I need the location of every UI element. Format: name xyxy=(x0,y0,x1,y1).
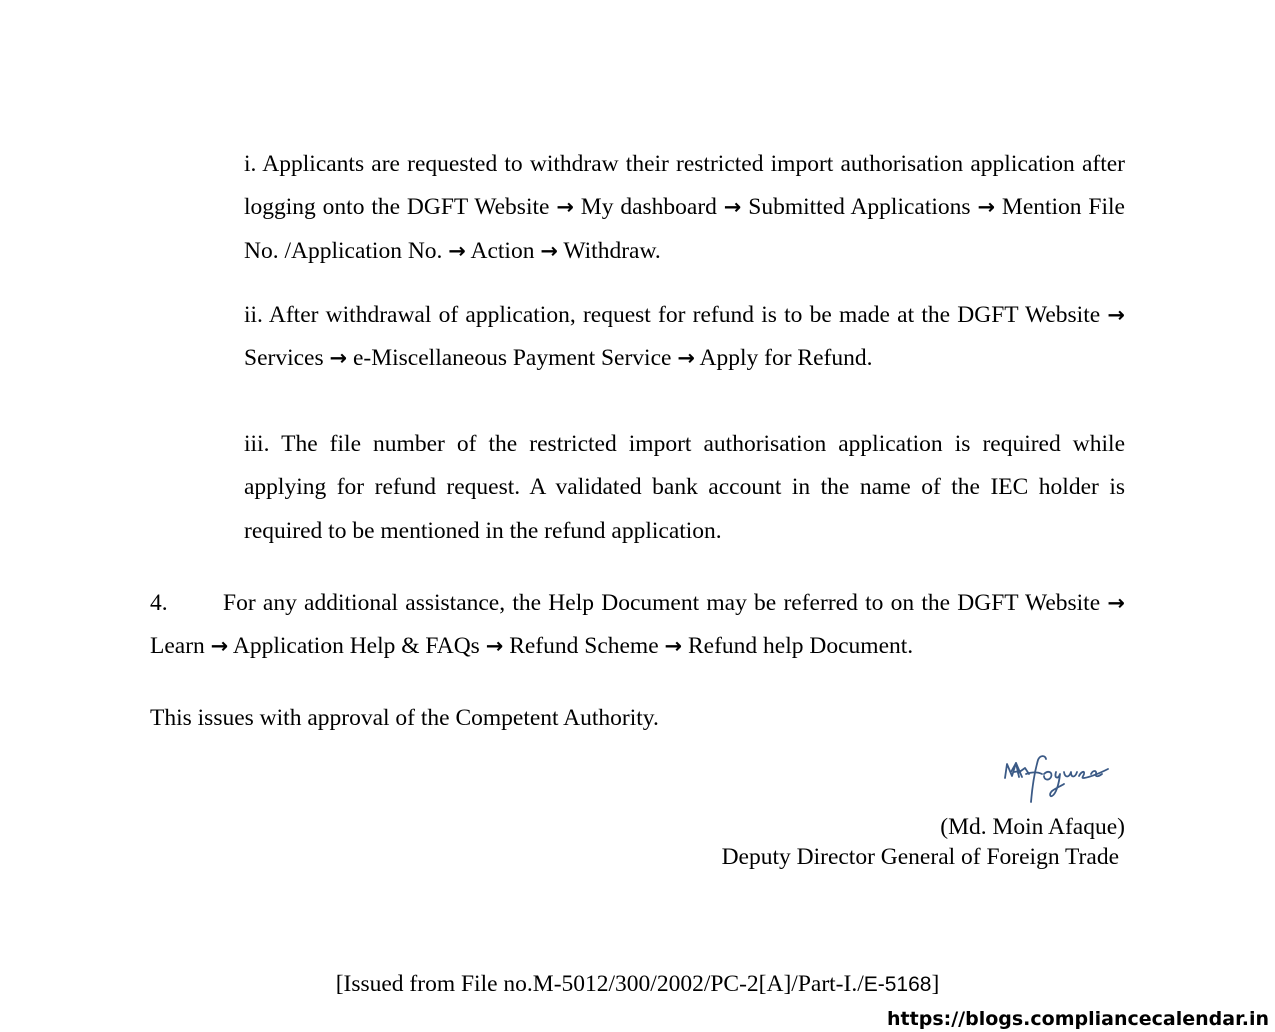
watermark-url: https://blogs.compliancecalendar.in xyxy=(887,1008,1269,1030)
right-arrow-icon: → xyxy=(677,346,695,371)
sub-item-ii xyxy=(244,294,1125,381)
right-arrow-icon: → xyxy=(329,346,348,371)
sub-item-ii-text-2: Services xyxy=(244,345,324,372)
right-arrow-icon: → xyxy=(448,238,466,263)
right-arrow-icon: → xyxy=(1107,591,1126,615)
file-reference-main: [Issued from File no.M-5012/300/2002/PC-2[A]/Part-I./ xyxy=(335,971,864,997)
point-4-text-1: For any additional assistance, the Help Document may be referred to on the DGFT Website xyxy=(223,590,1101,616)
file-reference-close: ] xyxy=(931,971,940,997)
sub-item-i-text-4: Mention File No. /Application No. xyxy=(244,194,1125,264)
sub-item-i-text-5: Action xyxy=(470,237,535,264)
point-4-text-3: Application Help & FAQs xyxy=(232,633,480,660)
sub-item-ii-text-3: e-Miscellaneous Payment Service xyxy=(352,345,672,372)
point-4-text-4: Refund Scheme xyxy=(509,633,659,660)
file-reference xyxy=(0,967,1275,1002)
right-arrow-icon: → xyxy=(485,634,504,659)
right-arrow-icon: → xyxy=(664,634,683,659)
signatory-designation: Deputy Director General of Foreign Trade xyxy=(721,844,1119,870)
sub-item-i-text-1: i. Applicants are requested to withdraw their restricted import authorisation application after logging onto the DGFT Website xyxy=(244,151,1125,221)
sub-item-i-text-3: Submitted Applications xyxy=(748,194,971,221)
signature-image xyxy=(998,750,1122,806)
right-arrow-icon: → xyxy=(556,195,574,220)
point-4-number: 4. xyxy=(150,590,168,616)
approval-text: This issues with approval of the Competent Authority. xyxy=(150,705,659,731)
point-4-text-5: Refund help Document. xyxy=(688,633,914,660)
right-arrow-icon: → xyxy=(977,195,996,220)
sub-item-ii-text-1: ii. After withdrawal of application, request for refund is to be made at the DGFT Website xyxy=(244,302,1101,328)
sub-item-ii-text-4: Apply for Refund. xyxy=(699,345,873,372)
right-arrow-icon: → xyxy=(540,238,558,263)
sub-item-iii: iii. The file number of the restricted import authorisation application is required while applying for refund request. A validated bank account in the name of the IEC holder is required to be mentioned in the refund application. xyxy=(244,431,1125,544)
point-4-text-2: Learn xyxy=(150,633,205,660)
sub-item-i xyxy=(244,143,1125,273)
point-4 xyxy=(150,582,1125,669)
right-arrow-icon: → xyxy=(210,634,229,659)
signatory-name: (Md. Moin Afaque) xyxy=(940,814,1125,840)
file-reference-suffix: E-5168 xyxy=(863,973,932,996)
right-arrow-icon: → xyxy=(1107,303,1125,327)
right-arrow-icon: → xyxy=(723,195,742,220)
sub-item-i-text-6: Withdraw. xyxy=(563,237,661,264)
sub-item-i-text-2: My dashboard xyxy=(580,194,717,221)
